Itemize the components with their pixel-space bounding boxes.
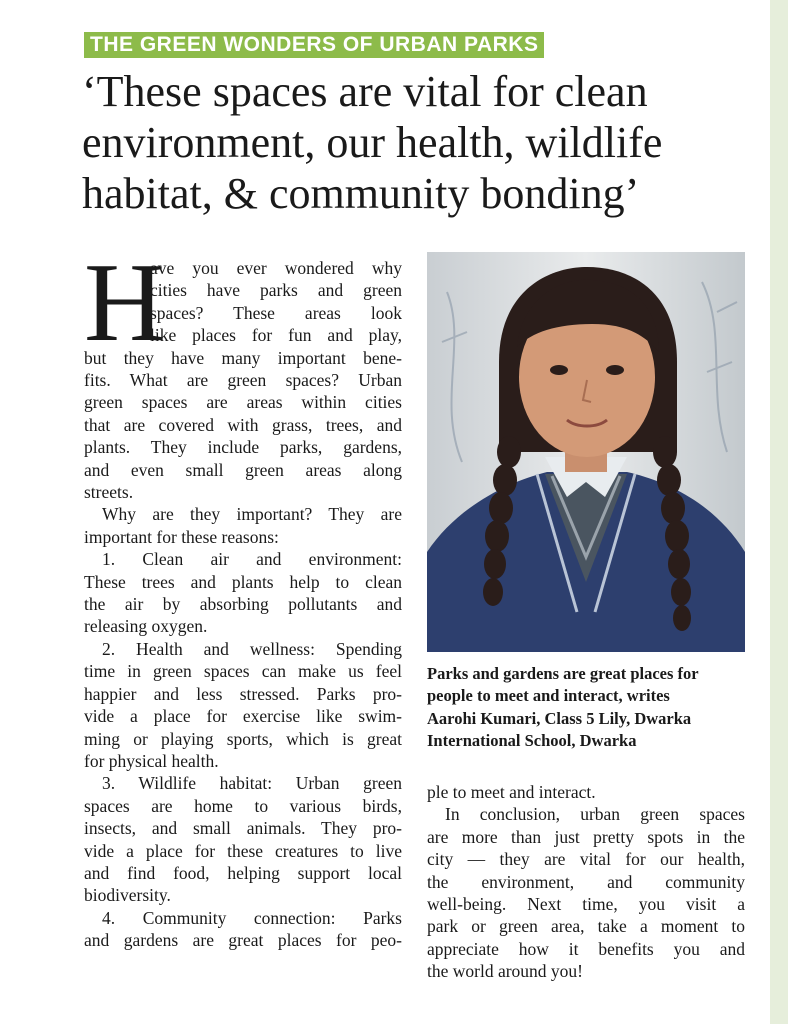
list-item-line: spaces are home to various birds, xyxy=(84,795,402,816)
body-line: ave you ever wondered why xyxy=(150,258,402,278)
student-portrait-illustration xyxy=(427,252,745,652)
body-line: the environment, and community xyxy=(427,871,745,892)
body-line: spaces? These areas look xyxy=(150,302,402,323)
body-line: the world around you! xyxy=(427,961,584,982)
list-item-line: ming or playing sports, which is great xyxy=(84,728,402,749)
body-line: fits. What are green spaces? Urban xyxy=(84,370,402,390)
list-item-line: biodiversity. xyxy=(84,885,171,906)
photo-caption xyxy=(427,663,745,753)
list-item-line: and find food, helping support local xyxy=(84,862,402,883)
headline-line: environment, our health, wildlife xyxy=(82,118,663,167)
headline xyxy=(82,66,762,219)
body-line: city — they are vital for our health, xyxy=(427,849,745,870)
body-line: Why are they important? They are xyxy=(102,504,402,525)
list-item-line: vide a place for these creatures to live xyxy=(84,840,402,861)
body-line: In conclusion, urban green spaces xyxy=(445,804,745,825)
body-line: and even small green areas along xyxy=(84,459,402,480)
body-line: are more than just pretty spots in the xyxy=(427,826,745,847)
list-item-line: the air by absorbing pollutants and xyxy=(84,594,402,615)
list-item-line: These trees and plants help to clean xyxy=(84,571,402,592)
body-line: like places for fun and play, xyxy=(150,325,402,346)
body-line: cities have parks and green xyxy=(150,280,402,301)
body-line: important for these reasons: xyxy=(84,526,279,547)
body-line: ple to meet and interact. xyxy=(427,782,596,802)
list-item-line: time in green spaces can make us feel xyxy=(84,661,402,682)
list-item-line: and gardens are great places for peo- xyxy=(84,930,402,951)
body-line: but they have many important bene- xyxy=(84,347,402,368)
caption-line: people to meet and interact, writes xyxy=(427,686,670,706)
list-item-line: for physical health. xyxy=(84,750,219,771)
body-line: green spaces are areas within cities xyxy=(84,392,402,413)
list-item-line: 3. Wildlife habitat: Urban green xyxy=(102,773,402,794)
list-item-line: 2. Health and wellness: Spending xyxy=(102,638,402,659)
drop-cap: H xyxy=(84,241,165,365)
body-line: park or green area, take a moment to xyxy=(427,916,745,937)
article-column-right xyxy=(427,781,745,983)
list-item-line: vide a place for exercise like swim- xyxy=(84,706,402,727)
student-photo xyxy=(427,252,745,652)
list-item-line: insects, and small animals. They pro- xyxy=(84,818,402,839)
caption-line: Parks and gardens are great places for xyxy=(427,664,699,683)
caption-line: International School, Dwarka xyxy=(427,731,637,751)
section-kicker: THE GREEN WONDERS OF URBAN PARKS xyxy=(84,32,544,58)
page-edge-strip xyxy=(770,0,788,1024)
list-item-line: happier and less stressed. Parks pro- xyxy=(84,683,402,704)
list-item-line: 4. Community connection: Parks xyxy=(102,907,402,928)
body-line: that are covered with grass, trees, and xyxy=(84,414,402,435)
headline-line: ‘These spaces are vital for clean xyxy=(82,67,648,116)
body-line: plants. They include parks, gardens, xyxy=(84,437,402,458)
article-column-left xyxy=(84,241,402,952)
headline-line: habitat, & community bonding’ xyxy=(82,169,640,218)
body-line: well-being. Next time, you visit a xyxy=(427,894,745,915)
caption-line: Aarohi Kumari, Class 5 Lily, Dwarka xyxy=(427,708,692,728)
body-line: streets. xyxy=(84,482,134,503)
list-item-line: releasing oxygen. xyxy=(84,616,208,637)
list-item-line: 1. Clean air and environment: xyxy=(102,549,402,570)
body-line: appreciate how it benefits you and xyxy=(427,938,745,959)
